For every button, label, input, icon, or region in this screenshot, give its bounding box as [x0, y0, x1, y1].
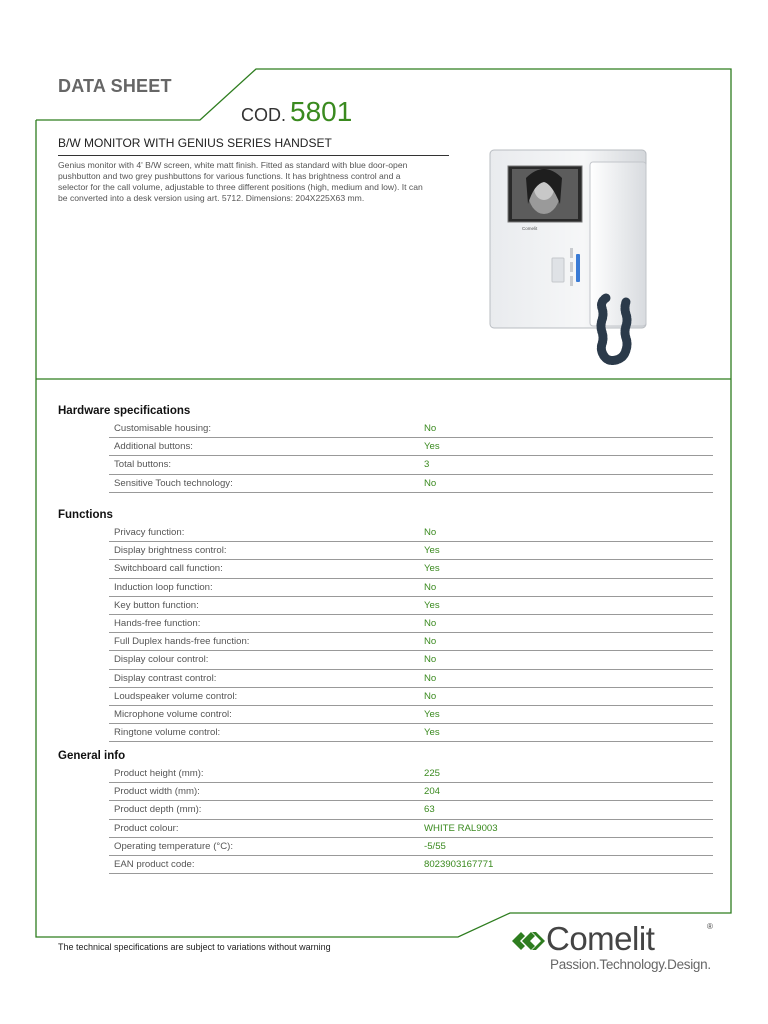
spec-label: EAN product code: [114, 858, 195, 870]
spec-label: Total buttons: [114, 459, 172, 471]
spec-label: Ringtone volume control: [114, 727, 221, 739]
spec-value: Yes [424, 441, 440, 453]
spec-row [109, 420, 713, 438]
brand-name: Comelit [546, 920, 655, 957]
page-title: DATA SHEET [58, 76, 172, 96]
spec-value: 63 [424, 804, 435, 816]
spec-row [109, 456, 713, 474]
subtitle-rule [58, 155, 449, 156]
spec-row [109, 560, 713, 578]
spec-value: No [424, 636, 437, 648]
spec-row [109, 475, 713, 493]
spec-row [109, 579, 713, 597]
spec-value: -5/55 [424, 840, 446, 852]
spec-row [109, 615, 713, 633]
spec-label: Privacy function: [114, 527, 185, 538]
spec-label: Product colour: [114, 822, 179, 834]
spec-value: WHITE RAL9003 [424, 822, 498, 834]
hardware-section [58, 405, 190, 417]
spec-value: No [424, 477, 437, 489]
spec-row [109, 765, 713, 783]
spec-value: 204 [424, 786, 441, 798]
brand-registered-mark: ® [707, 922, 713, 931]
spec-row [109, 651, 713, 669]
spec-row [109, 838, 713, 856]
spec-row [109, 783, 713, 801]
spec-label: Additional buttons: [114, 441, 193, 453]
spec-label: Product depth (mm): [114, 804, 202, 816]
spec-value: No [424, 690, 437, 702]
spec-value: Yes [424, 545, 440, 557]
spec-value: Yes [424, 563, 440, 575]
disclaimer-note: The technical specifications are subject to variations without warning [58, 942, 331, 952]
product-code [241, 96, 352, 128]
spec-label: Customisable housing: [114, 423, 212, 434]
spec-label: Operating temperature (°C): [114, 840, 234, 852]
general-table [109, 765, 713, 874]
spec-row [109, 438, 713, 456]
spec-row [109, 820, 713, 838]
hardware-table [109, 420, 713, 493]
spec-row [109, 633, 713, 651]
spec-row [109, 706, 713, 724]
spec-value: No [424, 617, 437, 629]
functions-section [58, 509, 113, 521]
spec-label: Microphone volume control: [114, 708, 232, 720]
spec-row [109, 670, 713, 688]
general-section [58, 750, 125, 762]
spec-value: No [424, 581, 437, 593]
spec-label: Sensitive Touch technology: [114, 477, 233, 489]
spec-row [109, 856, 713, 874]
functions-table [109, 524, 713, 742]
spec-label: Key button function: [114, 599, 199, 611]
spec-value: No [424, 527, 437, 538]
general-section-title: General info [58, 750, 126, 762]
screen-caption: Comelit [522, 226, 538, 231]
spec-row [109, 688, 713, 706]
spec-row [109, 724, 713, 742]
spec-value: No [424, 654, 437, 666]
spec-label: Display brightness control: [114, 545, 227, 557]
spec-label: Display contrast control: [114, 672, 217, 684]
product-subtitle: B/W MONITOR WITH GENIUS SERIES HANDSET [58, 136, 332, 150]
spec-label: Display colour control: [114, 654, 209, 666]
spec-label: Loudspeaker volume control: [114, 690, 238, 702]
spec-label: Product height (mm): [114, 768, 204, 779]
product-code-label: COD. [241, 105, 286, 125]
spec-label: Hands-free function: [114, 617, 201, 629]
spec-value: 225 [424, 768, 441, 779]
spec-label: Induction loop function: [114, 581, 213, 593]
brand-tagline: Passion.Technology.Design. [550, 957, 711, 972]
comelit-logo [512, 920, 718, 976]
comelit-logo-icon [512, 926, 548, 956]
spec-label: Full Duplex hands-free function: [114, 636, 250, 648]
spec-value: 8023903167771 [424, 858, 494, 870]
product-code-number: 5801 [290, 96, 353, 127]
spec-value: Yes [424, 727, 440, 739]
spec-value: No [424, 423, 437, 434]
spec-label: Product width (mm): [114, 786, 200, 798]
spec-value: No [424, 672, 437, 684]
spec-row [109, 542, 713, 560]
spec-value: Yes [424, 599, 440, 611]
spec-row [109, 597, 713, 615]
spec-row [109, 524, 713, 542]
spec-value: Yes [424, 708, 440, 720]
spec-row [109, 801, 713, 819]
spec-label: Switchboard call function: [114, 563, 223, 575]
hardware-section-title: Hardware specifications [58, 405, 191, 417]
monitor-product-image [486, 148, 664, 370]
functions-section-title: Functions [58, 509, 113, 521]
spec-value: 3 [424, 459, 430, 471]
product-description: Genius monitor with 4' B/W screen, white matt finish. Fitted as standard with blue door-open pushbutton and two grey pushbuttons for various functions. It has brightness control and a selector for the call volume, adjustable to three different positions (high, medium and low). It can be converted into a desk version using art. 5712. Dimensions: 204X225X63 mm. [58, 160, 423, 203]
